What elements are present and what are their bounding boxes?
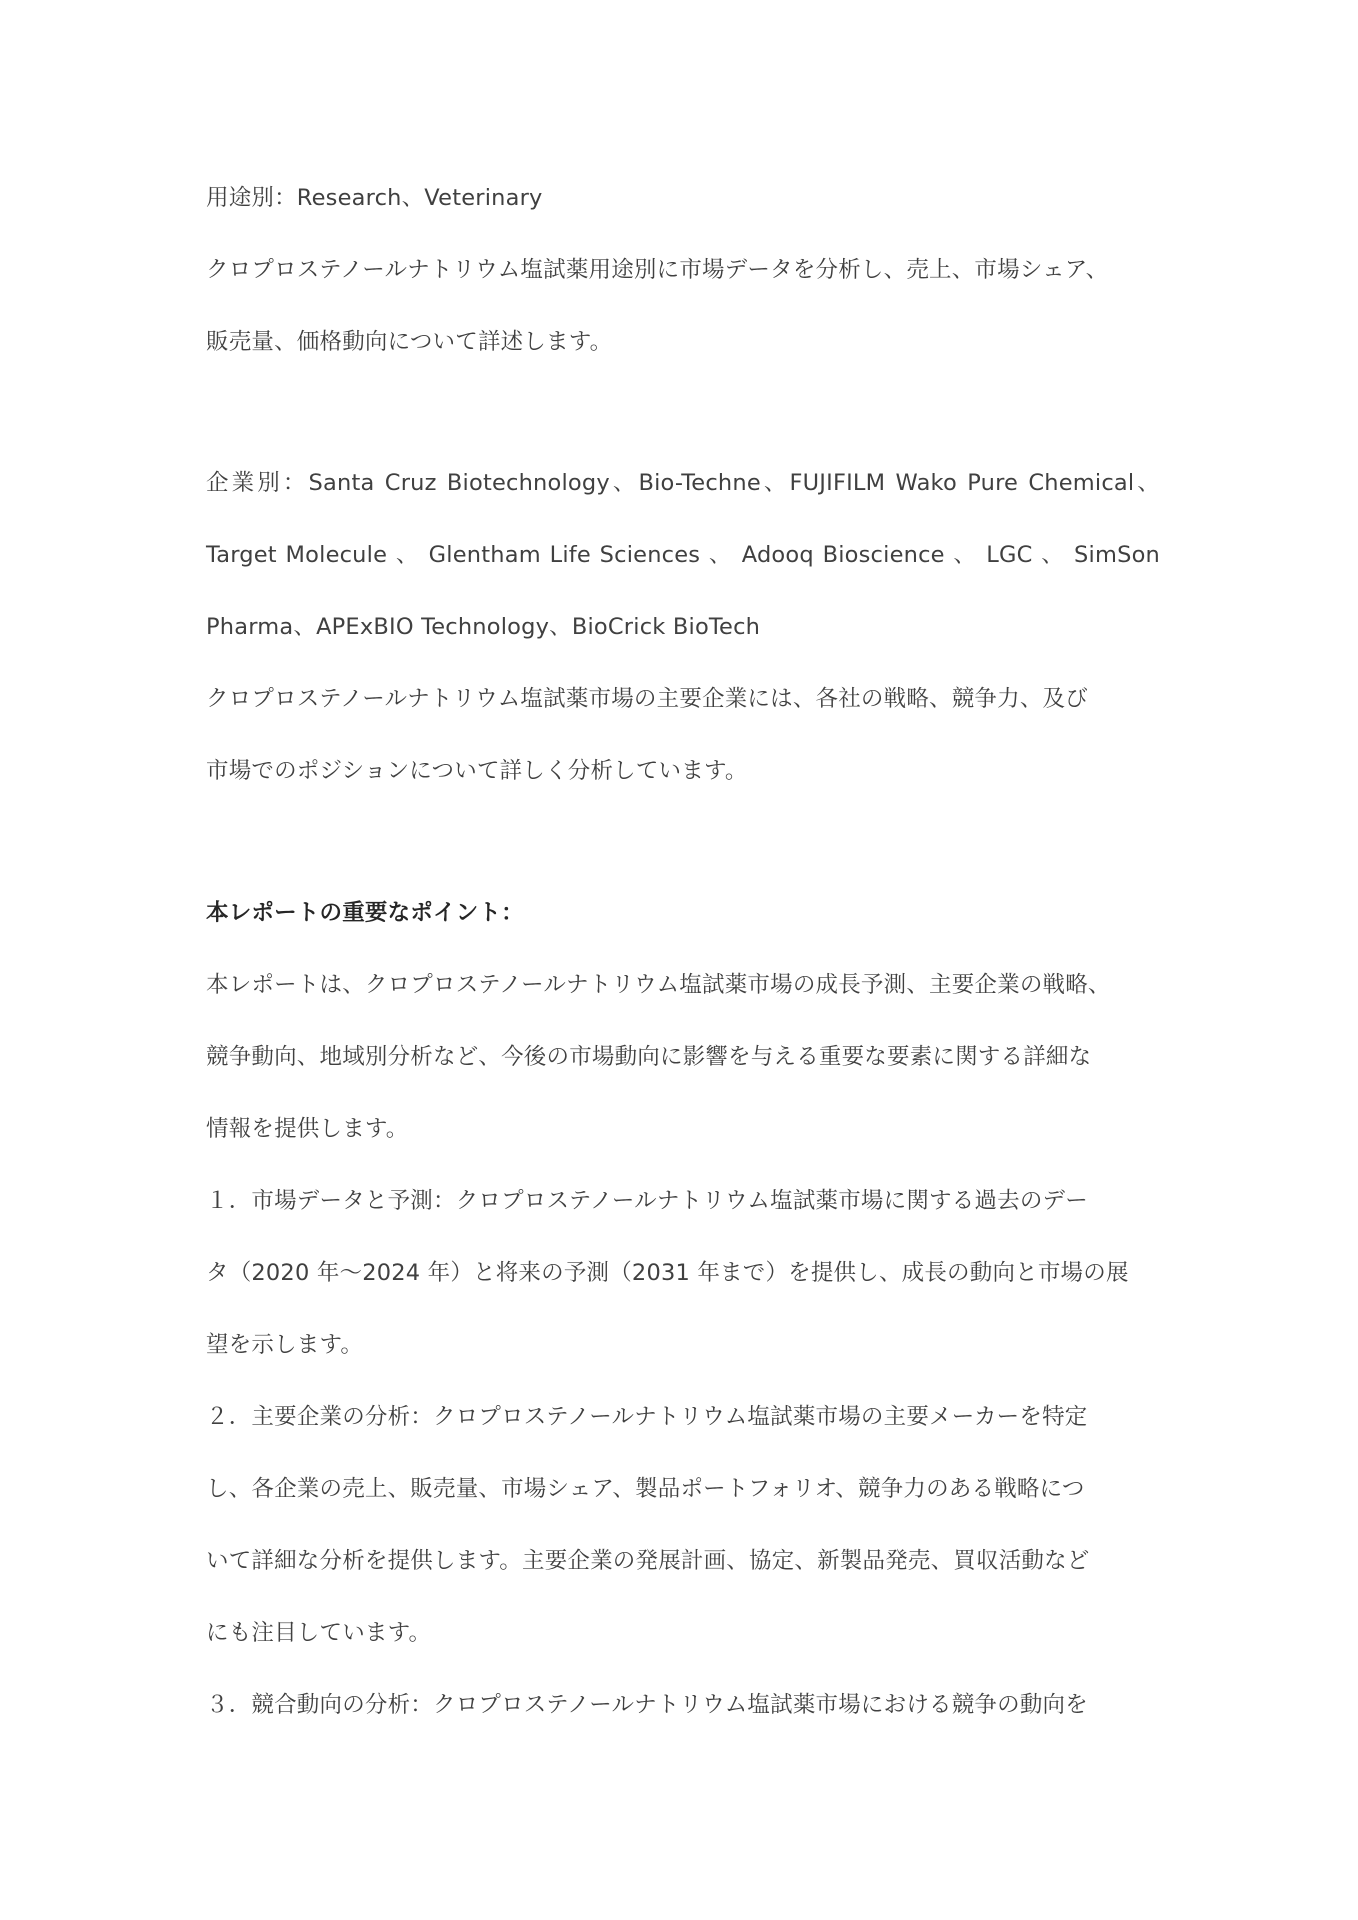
usage-section [206, 162, 1160, 378]
key-points-heading: 本レポートの重要なポイント： [206, 900, 524, 926]
company-label-line: Pharma、APExBIO Technology、BioCrick BioTech [206, 614, 761, 640]
usage-description-line: 販売量、価格動向について詳述します。 [206, 329, 613, 355]
point-2-line: し、各企業の売上、販売量、市場シェア、製品ポートフォリオ、競争力のある戦略につ [206, 1476, 1085, 1502]
point-1-line: 望を示します。 [206, 1332, 364, 1358]
key-points-section [206, 877, 1160, 1741]
intro-line: 情報を提供します。 [206, 1116, 409, 1142]
company-label-line: 企業別：Santa Cruz Biotechnology、Bio-Techne、FUJIFILM Wako Pure Chemical、 [206, 470, 1160, 496]
intro-line: 本レポートは、クロプロステノールナトリウム塩試薬市場の成長予測、主要企業の戦略、 [206, 972, 1111, 998]
point-1-line: １．市場データと予測：クロプロステノールナトリウム塩試薬市場に関する過去のデー [206, 1188, 1088, 1214]
company-section [206, 447, 1160, 807]
point-2-line: にも注目しています。 [206, 1620, 432, 1646]
usage-description-line: クロプロステノールナトリウム塩試薬用途別に市場データを分析し、売上、市場シェア、 [206, 257, 1109, 283]
intro-line: 競争動向、地域別分析など、今後の市場動向に影響を与える重要な要素に関する詳細な [206, 1044, 1092, 1070]
point-3-line: ３．競合動向の分析：クロプロステノールナトリウム塩試薬市場における競争の動向を [206, 1692, 1088, 1718]
point-1-line: タ（2020 年～2024 年）と将来の予測（2031 年まで）を提供し、成長の動向と市場の展 [206, 1260, 1129, 1286]
company-description-line: 市場でのポジションについて詳しく分析しています。 [206, 758, 748, 784]
company-description-line: クロプロステノールナトリウム塩試薬市場の主要企業には、各社の戦略、競争力、及び [206, 686, 1088, 712]
point-2-line: いて詳細な分析を提供します。主要企業の発展計画、協定、新製品発売、買収活動など [206, 1548, 1090, 1574]
point-2-line: ２．主要企業の分析：クロプロステノールナトリウム塩試薬市場の主要メーカーを特定 [206, 1404, 1088, 1430]
usage-label: 用途別：Research、Veterinary [206, 185, 543, 211]
company-label-line: Target Molecule 、 Glentham Life Sciences 、 Adooq Bioscience 、 LGC 、 SimSon [206, 542, 1160, 568]
